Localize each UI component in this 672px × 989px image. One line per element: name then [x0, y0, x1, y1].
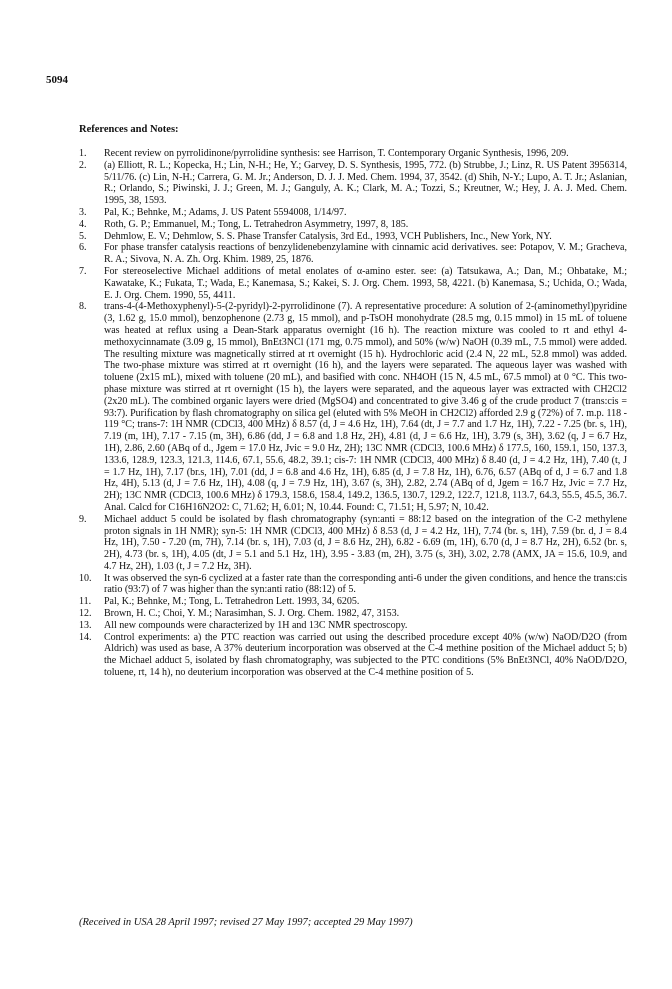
reference-text: Recent review on pyrrolidinone/pyrrolidine synthesis: see Harrison, T. Contemporary Organic Synthesis, 1996, 209. — [104, 148, 569, 159]
reference-number: 6. — [79, 242, 87, 254]
page-number: 5094 — [46, 74, 68, 86]
reference-number: 4. — [79, 218, 87, 230]
reference-item — [79, 620, 627, 632]
reference-item — [79, 219, 627, 231]
reference-number: 8. — [79, 301, 87, 313]
reference-text: Brown, H. C.; Choi, Y. M.; Narasimhan, S. J. Org. Chem. 1982, 47, 3153. — [104, 608, 400, 620]
reference-item — [79, 608, 627, 620]
reference-text: (a) Elliott, R. L.; Kopecka, H.; Lin, N-H.; He, Y.; Garvey, D. S. Synthesis, 1995, 772. (b) Strubbe, J.; Linz, R. US Patent 3956314, 5/11/76. (c) Lin, N-H.; Carrera, G. M. Jr.; Anderson, D. J. J. Med. Chem. 1994, 37, 3542. (d) Shih, N-Y.; Lupo, A. T. Jr.; Aslanian, R.; Orlando, S.; Piwinski, J. J.; Green, M. J.; Ganguly, A. K.; Clark, M. A.; Tozzi, S.; Kreutner, W.; Hey, J. A. J. Med. Chem. 1995, 38, 1593. — [104, 159, 627, 207]
reference-number: 2. — [79, 159, 87, 171]
reference-number: 1. — [79, 148, 87, 159]
reference-text: Pal, K.; Behnke, M.; Tong, L. Tetrahedron Lett. 1993, 34, 6205. — [104, 596, 360, 608]
reference-item — [79, 573, 627, 597]
reference-number: 5. — [79, 230, 87, 242]
reference-text: Control experiments: a) the PTC reaction was carried out using the described procedure except 40% (w/w) NaOD/D2O (from Aldrich) was used as base, A 37% deuterium incorporation was observed at the C-4 methine position of the Michael adduct 5; b) the Michael adduct 5, isolated by flash chromatography, was subjected to the PTC conditions (5% BnEt3NCl, 40% NaOD/D2O, toluene, rt, 14 h), no deuterium incorporation was observed at the C-4 methine position of 5. — [104, 631, 627, 679]
reference-number: 7. — [79, 265, 87, 277]
reference-item — [79, 242, 627, 266]
reference-item — [79, 596, 627, 608]
reference-item — [79, 148, 627, 160]
reference-item — [79, 231, 627, 243]
reference-number: 14. — [79, 631, 92, 643]
reference-item — [79, 301, 627, 513]
reference-text: trans-4-(4-Methoxyphenyl)-5-(2-pyridyl)-2-pyrrolidinone (7). A representative procedure: A solution of 2-(aminomethyl)pyridine (3, 1.62 g, 15.0 mmol), benzophenone (2.73 g, 15 mmol), and p-TsOH monohydrate (28.5 mg, 0.15 mmol) in 15 mL of toluene was heated at reflux using a Dean-Stark apparatus overnight (16 h). The reaction mixture was cooled to rt and ethyl 4-methoxycinnamate (3.09 g, 15 mmol), BnEt3NCl (171 mg, 0.75 mmol), and 50% (w/w) NaOH (0.39 mL, 7.5 mmol) were added. The resulting mixture was magnetically stirred at rt overnight (15 h). Hydrochloric acid (2.4 N, 22 mL, 52.8 mmol) was added. The two-phase mixture was stirred at rt overnight (16 h), and the layers were separated. The aqueous layer was washed with toluene (2x15 mL), mixed with toluene (20 mL), and basified with conc. NH4OH (15 N, 4.5 mL, 67.5 mmol) at 0 °C. This two-phase mixture was stirred at rt overnight (15 h), the layers were separated, and the aqueous layer was extracted with CH2Cl2 (2x20 mL). The combined organic layers were dried (MgSO4) and concentrated to give 3.46 g of the crude product 7 (trans:cis = 93:7). Purification by flash chromatography on silica gel (eluted with 5% MeOH in CH2Cl2) afforded 2.9 g (72%) of 7. m.p. 118 - 119 °C; trans-7: 1H NMR (CDCl3, 400 MHz) δ 8.57 (d, J = 4.6 Hz, 1H), 7.64 (dt, J = 7.7 and 1.7 Hz, 1H), 7.22 - 7.25 (br. s, 1H), 7.19 (m, 1H), 7.17 - 7.15 (m, 3H), 6.86 (dd, J = 6.8 and 1.8 Hz, 2H), 4.81 (d, J = 6.6 Hz, 1H), 3.79 (s, 3H), 3.62 (q, J = 6.7 Hz, 1H), 2.86, 2.60 (ABq of d., Jgem = 17.0 Hz, Jvic = 9.0 Hz, 2H); 13C NMR (CDCl3, 100.6 MHz) δ 177.5, 160, 159.1, 150, 137.3, 133.6, 128.9, 123.3, 121.3, 114.6, 67.1, 55.6, 48.2, 39.1; cis-7: 1H NMR (CDCl3, 400 MHz) δ 8.40 (d, J = 4.2 Hz, 1H), 7.40 (t, J = 1.7 Hz, 1H), 7.17 (br.s, 1H), 7.01 (dd, J = 6.8 and 4.6 Hz, 1H), 6.85 (d, J = 7.8 Hz, 1H), 6.76, 6.57 (ABq of d, J = 6.7 and 1.8 Hz, 4H), 5.13 (d, J = 7.6 Hz, 1H), 4.08 (q, J = 7.9 Hz, 1H), 3.67 (s, 3H), 2.82, 2.74 (ABq of d, Jgem = 16.7 Hz, Jvic = 7.7 Hz, 2H); 13C NMR (CDCl3, 100.6 MHz) δ 179.3, 158.6, 158.4, 149.2, 136.5, 130.7, 129.2, 122.7, 121.8, 113.7, 64.3, 55.5, 45.5, 36.7. Anal. Calcd for C16H16N2O2: C, 71.62; H, 6.01; N, 10.44. Found: C, 71.51; H, 5.97; N, 10.42. — [104, 301, 627, 513]
reference-text: All new compounds were characterized by 1H and 13C NMR spectroscopy. — [104, 619, 408, 631]
reference-item — [79, 266, 627, 301]
received-dates-footer: (Received in USA 28 April 1997; revised 27 May 1997; accepted 29 May 1997) — [79, 917, 413, 928]
reference-number: 9. — [79, 513, 87, 525]
reference-text: Michael adduct 5 could be isolated by flash chromatography (syn:anti = 88:12 based on the integration of the C-2 methylene proton signals in 1H NMR); syn-5: 1H NMR (CDCl3, 400 MHz) δ 8.53 (d, J = 4.2 Hz, 1H), 7.74 (br. s, 1H), 7.59 (br. d, J = 8.4 Hz, 1H), 7.50 - 7.20 (m, 7H), 7.14 (br. s, 1H), 7.03 (d, J = 8.6 Hz, 2H), 6.82 - 6.69 (m, 1H), 6.70 (d, J = 8.7 Hz, 2H), 6.52 (br. s, 2H), 4.73 (br. s, 1H), 4.05 (dt, J = 5.1 and 5.1 Hz, 1H), 3.95 - 3.83 (m, 2H), 3.75 (s, 3H), 3.02, 2.78 (AMX, JA = 15.6, 10.9, and 4.7 Hz, 2H), 1.03 (t, J = 7.2 Hz, 3H). — [104, 513, 627, 572]
reference-number: 13. — [79, 619, 92, 631]
reference-item — [79, 514, 627, 573]
reference-number: 12. — [79, 608, 92, 620]
references-heading: References and Notes: — [79, 124, 179, 135]
reference-item — [79, 207, 627, 219]
reference-text: For stereoselective Michael additions of metal enolates of α-amino ester. see: (a) Tatsukawa, A.; Dan, M.; Ohbatake, M.; Kawatake, K.; Fukata, T.; Wada, E.; Kanemasa, S.; Kakei, S. J. Org. Chem. 1993, 58, 4221. (b) Kanemasa, S.; Uchida, O.; Wada, E. J. Org. Chem. 1990, 55, 4411. — [104, 265, 627, 301]
reference-text: Pal, K.; Behnke, M.; Adams, J. US Patent 5594008, 1/14/97. — [104, 206, 347, 218]
reference-text: Dehmlow, E. V.; Dehmlow, S. S. Phase Transfer Catalysis, 3rd Ed., 1993, VCH Publishers, Inc., New York, NY. — [104, 230, 552, 242]
reference-item — [79, 632, 627, 679]
reference-text: Roth, G. P.; Emmanuel, M.; Tong, L. Tetrahedron Asymmetry, 1997, 8, 185. — [104, 218, 409, 230]
reference-number: 10. — [79, 572, 92, 584]
reference-list — [79, 148, 627, 679]
reference-number: 3. — [79, 206, 87, 218]
reference-item — [79, 160, 627, 207]
reference-text: For phase transfer catalysis reactions of benzylidenebenzylamine with cinnamic acid derivatives. see: Potapov, V. M.; Gracheva, R. A.; Sivova, N. A. Zh. Org. Khim. 1989, 25, 1876. — [104, 242, 627, 266]
reference-text: It was observed the syn-6 cyclized at a faster rate than the corresponding anti-6 under the given conditions, and hence the trans:cis ratio (93:7) of 7 was higher than the syn:anti ratio (88:12) of 5. — [104, 572, 627, 596]
reference-number: 11. — [79, 596, 92, 608]
